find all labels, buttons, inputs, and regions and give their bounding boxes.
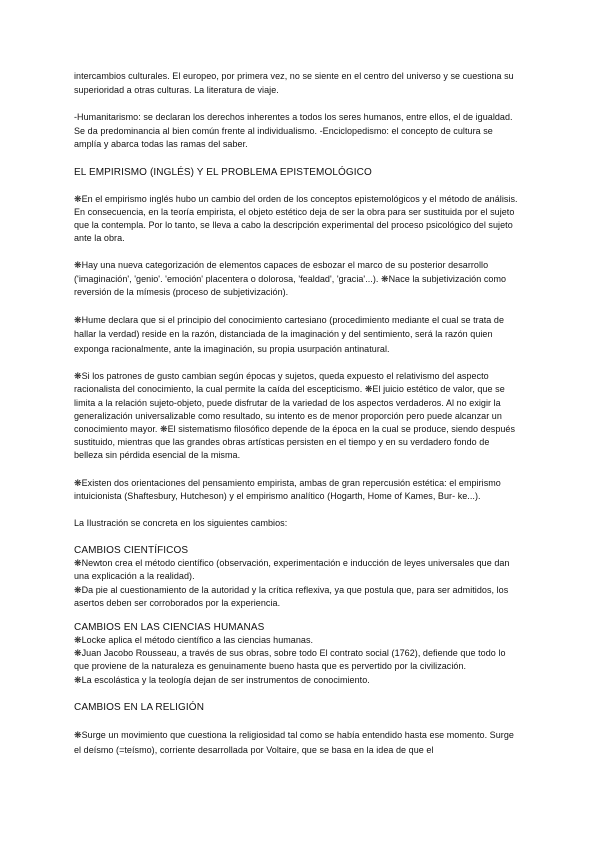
religion-paragraph-1: ❋Surge un movimiento que cuestiona la religiosidad tal como se había entendido hasta ese momento. Surge el deísmo (=teísmo), corriente desarrollada por Voltaire, que se basa en la idea de que el — [74, 729, 514, 755]
section-heading-religion: CAMBIOS EN LA RELIGIÓN — [74, 701, 205, 713]
section-heading-empirismo: EL EMPIRISMO (INGLÉS) Y EL PROBLEMA EPISTEMOLÓGICO — [74, 166, 372, 178]
empirismo-paragraph-5: ❋Existen dos orientaciones del pensamiento empirista, ambas de gran repercusión estética: el empirismo intuicionista (Shaftesbury, Hutcheson) y el empirismo analítico (Hogarth, Home of Kames, Bur- ke...). — [74, 477, 501, 501]
humanas-paragraph-3: ❋La escolástica y la teología dejan de ser instrumentos de conocimiento. — [74, 674, 370, 685]
section-heading-ciencias-humanas: CAMBIOS EN LAS CIENCIAS HUMANAS — [74, 621, 265, 633]
intro-paragraph-1: intercambios culturales. El europeo, por primera vez, no se siente en el centro del universo y se cuestiona su superioridad a otras culturas. La literatura de viaje. — [74, 71, 514, 95]
intro-paragraph-2: -Humanitarismo: se declaran los derechos inherentes a todos los seres humanos, entre ellos, el de igualdad. Se da predominancia al bien común frente al individualismo. -Enciclopedismo: el concepto de cultura se amplía y abarca todas las ramas del saber. — [74, 112, 513, 149]
humanas-paragraph-1: ❋Locke aplica el método científico a las ciencias humanas. — [74, 634, 314, 645]
empirismo-paragraph-4: ❋Si los patrones de gusto cambian según épocas y sujetos, queda expuesto el relativismo del aspecto racionalista del conocimiento, la cual permite la caída del escepticismo. ❋El juicio estético de valor, que se limita a la relación sujeto-objeto, puede disfrutar de la variedad de los aspectos verdaderos. Al no exigir la generalización universalizable como resultado, su intento es de menor proporción pero puede alcanzar un conocimiento mayor. ❋El sistematismo filosófico depende de la época en la cual se produce, siendo después sustituido, mientras que las grandes obras artísticas persisten en el tiempo y en su verdadero fondo de belleza sin pérdida esencial de la misma. — [74, 371, 516, 461]
humanas-paragraph-2: ❋Juan Jacobo Rousseau, a través de sus obras, sobre todo El contrato social (1762), defiende que todo lo que proviene de la naturaleza es genuinamente bueno hasta que es pervertido por la civilización. — [74, 648, 506, 672]
ilustracion-paragraph: La Ilustración se concreta en los siguientes cambios: — [74, 517, 288, 528]
section-heading-cambios-cientificos: CAMBIOS CIENTÍFICOS — [74, 545, 189, 557]
empirismo-paragraph-3: ❋Hume declara que si el principio del conocimiento cartesiano (procedimiento mediante el cual se trata de hallar la verdad) reside en la razón, distanciada de la imaginación y del sentimiento, será la razón quien exponga racionalmente, ante la imaginación, su propia usurpación antinatural. — [74, 314, 505, 354]
empirismo-paragraph-2: ❋Hay una nueva categorización de elementos capaces de esbozar el marco de su posterior desarrollo ('imaginación', 'genio'. 'emoción' placentera o dolorosa, 'fealdad', 'gracia'...). ❋Nace la subjetivización como reversión de la mímesis (proceso de subjetivización). — [74, 260, 507, 297]
empirismo-paragraph-1: ❋En el empirismo inglés hubo un cambio del orden de los conceptos epistemológicos y el método de análisis. En consecuencia, en la teoría empirista, el objeto estético deja de ser la obra para ser sustituida por el sujeto que la contempla. Por lo tanto, se lleva a cabo la descripción experimental del proceso psicológico del sujeto ante la obra. — [74, 193, 518, 244]
cientificos-paragraph-2: ❋Da pie al cuestionamiento de la autoridad y la crítica reflexiva, ya que postula que, para ser admitidos, los asertos deben ser corroborados por la experiencia. — [74, 584, 509, 608]
cientificos-paragraph-1: ❋Newton crea el método científico (observación, experimentación e inducción de leyes universales que dan una explicación a la realidad). — [74, 558, 510, 582]
